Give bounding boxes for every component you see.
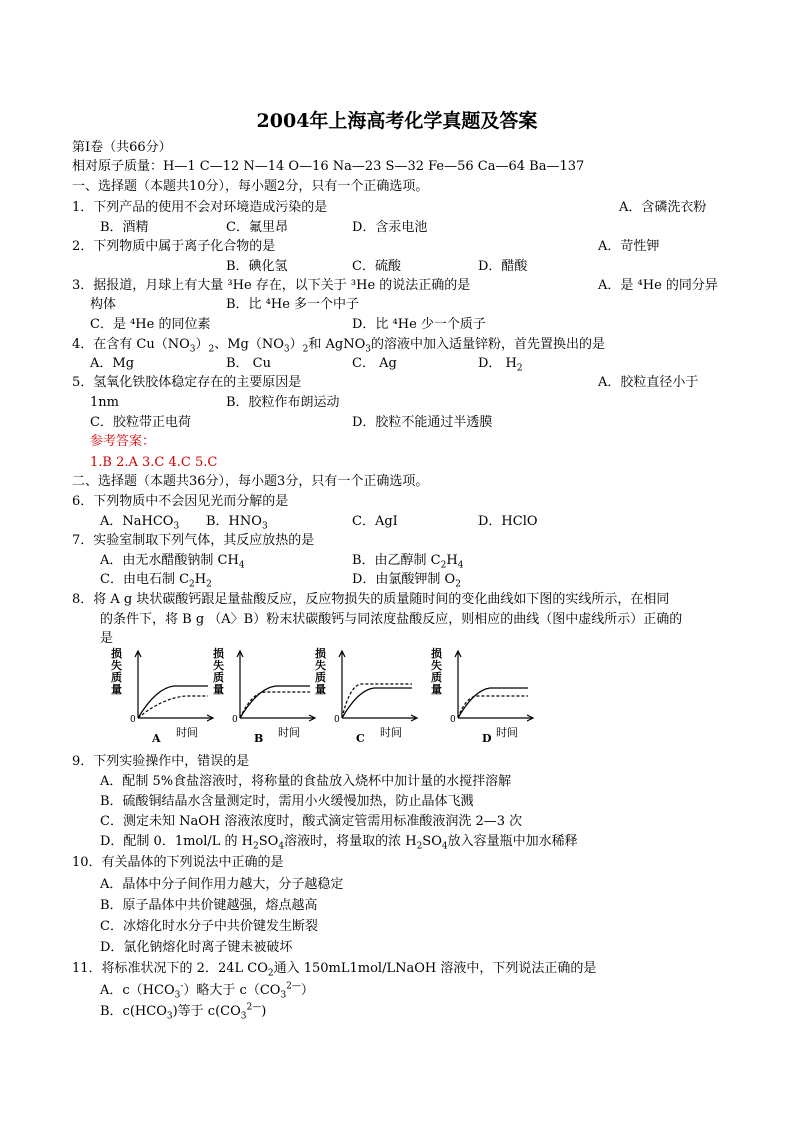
q3-stem: 3．据报道，月球上有大量 ³He 存在，以下关于 ³He 的说法正确的是: [72, 278, 471, 293]
q3-option-a-cont: 构体: [90, 297, 117, 312]
q8-stem-line3: 是: [100, 631, 114, 646]
y-label-char: 损: [431, 647, 442, 660]
graph-label: C: [356, 732, 365, 745]
section-1-heading: 一、选择题（本题共10分），每小题2分，只有一个正确选项。: [72, 179, 429, 194]
q4-stem: 4．在含有 $Cu(NO_3)_2$、$Mg(NO_3)_2$和 AgNO$_3$的溶液中加入适量锌粉，首先置换出的是: [72, 337, 606, 355]
q9-option-d: D．配制 0．1mol/L 的 $H_2SO_4$溶液时，将量取的浓 $H_2SO_4$放入容量瓶中加水稀释: [100, 834, 578, 852]
y-label-char: 失: [111, 659, 122, 672]
graph-a: [108, 648, 218, 744]
solid-curve: [458, 688, 528, 718]
q10-option-b: B．原子晶体中共价键越强，熔点越高: [100, 898, 318, 913]
graph-label: B: [254, 732, 264, 745]
y-label-char: 质: [315, 671, 326, 684]
q9-option-b: B．硫酸铜结晶水含量测定时，需用小火缓慢加热，防止晶体飞溅: [100, 794, 474, 809]
solid-curve: [138, 686, 208, 718]
q9-stem: 9．下列实验操作中，错误的是: [72, 754, 250, 769]
q7-stem: 7．实验室制取下列气体，其反应放热的是: [72, 533, 315, 548]
origin-label: 0: [450, 715, 456, 725]
solid-curve: [240, 686, 310, 718]
q5-option-a-cont: 1nm: [90, 395, 119, 410]
q10-stem: 10．有关晶体的下列说法中正确的是: [72, 855, 284, 870]
y-label-char: 量: [315, 683, 326, 696]
q10-option-a: A．晶体中分子间作用力越大，分子越稳定: [100, 877, 344, 892]
y-label-char: 损: [213, 647, 224, 660]
q7-option-b: B．由乙醇制 $C_2H_4$: [352, 553, 464, 571]
q6-option-b: B．$HNO_3$: [206, 514, 268, 532]
y-label-char: 损: [111, 647, 122, 660]
y-label-char: 质: [431, 671, 442, 684]
q1-option-d: D．含汞电池: [352, 220, 428, 235]
q3-option-d: D．比 ⁴He 少一个质子: [352, 317, 486, 332]
q5-option-c: C．胶粒带正电荷: [90, 415, 191, 430]
q2-stem: 2．下列物质中属于离子化合物的是: [72, 239, 276, 254]
q1-option-b: B．酒精: [100, 220, 149, 235]
x-label: 时间: [278, 726, 300, 739]
origin-label: 0: [232, 715, 238, 725]
q2-option-c: C．硫酸: [352, 259, 401, 274]
y-label-char: 损: [315, 647, 326, 660]
y-label-char: 失: [315, 659, 326, 672]
dashed-curve: [138, 696, 208, 718]
dashed-curve: [342, 684, 412, 718]
q3-option-c: C．是 ⁴He 的同位素: [90, 317, 211, 332]
q11-option-a: A．$c(HCO_3^-)$略大于 $c(CO_3^{2—})$: [100, 981, 314, 1001]
graph-b: [210, 648, 320, 744]
page-title: 2004年上海高考化学真题及答案: [256, 110, 538, 132]
solid-curve: [342, 688, 412, 718]
q4-option-d: D． $H_2$: [478, 356, 523, 374]
q5-option-a: A．胶粒直径小于: [598, 375, 699, 390]
q6-option-c: C．AgI: [352, 514, 398, 529]
q5-option-b: B．胶粒作布朗运动: [226, 395, 340, 410]
q3-option-a: A．是 ⁴He 的同分异: [598, 278, 718, 293]
graph-label: A: [152, 732, 161, 745]
x-label: 时间: [176, 726, 198, 739]
x-label: 时间: [380, 726, 402, 739]
q8-stem-line2: 的条件下，将 B g （A〉B）粉末状碳酸钙与同浓度盐酸反应，则相应的曲线（图中虚线所示）正确的: [100, 612, 683, 627]
q2-option-d: D．醋酸: [478, 259, 528, 274]
q5-stem: 5．氢氧化铁胶体稳定存在的主要原因是: [72, 375, 302, 390]
q2-option-a: A．苛性钾: [598, 239, 660, 254]
q4-option-b: B． Cu: [226, 356, 272, 371]
q4-option-a: A．Mg: [90, 356, 135, 371]
answer-label: 参考答案：: [90, 434, 156, 449]
q3-option-b: B．比 ⁴He 多一个中子: [226, 297, 360, 312]
q7-option-c: C．由电石制 $C_2H_2$: [100, 572, 212, 590]
q1-option-c: C．氟里昂: [226, 220, 288, 235]
answer-key: 1.B 2.A 3.C 4.C 5.C: [90, 455, 218, 470]
q10-option-c: C．冰熔化时水分子中共价键发生断裂: [100, 919, 318, 934]
y-label-char: 质: [111, 671, 122, 684]
q11-option-b: B．$c(HCO_3)$等于 $c(CO_3^{2—})$: [100, 1002, 267, 1022]
section-2-heading: 二、选择题（本题共36分），每小题3分，只有一个正确选项。: [72, 474, 429, 489]
x-label: 时间: [496, 726, 518, 739]
graph-c: [312, 648, 422, 744]
y-label-char: 失: [431, 659, 442, 672]
dashed-curve: [458, 696, 528, 718]
q11-stem: 11．将标准状况下的 2．24L $CO_2$通入 150mL1mol/LNaOH 溶液中，下列说法正确的是: [72, 961, 597, 979]
q9-option-c: C．测定未知 NaOH 溶液浓度时，酸式滴定管需用标准酸液润洗 2—3 次: [100, 814, 523, 829]
graph-d: [428, 648, 538, 744]
y-label-char: 质: [213, 671, 224, 684]
atomic-masses: 相对原子质量：H—1 C—12 N—14 O—16 Na—23 S—32 Fe—56 Ca—64 Ba—137: [72, 159, 585, 174]
graph-label: D: [482, 732, 492, 745]
q7-option-d: D．由氯酸钾制 $O_2$: [352, 572, 461, 590]
q5-option-d: D．胶粒不能通过半透膜: [352, 415, 493, 430]
q9-option-a: A．配制 5%食盐溶液时，将称量的食盐放入烧杯中加计量的水搅拌溶解: [100, 774, 512, 789]
q1-stem: 1．下列产品的使用不会对环境造成污染的是: [72, 200, 328, 215]
q8-stem-line1: 8．将 A g 块状碳酸钙跟足量盐酸反应，反应物损失的质量随时间的变化曲线如下图的实线所示，在相同: [72, 592, 670, 607]
origin-label: 0: [130, 715, 136, 725]
dashed-curve: [240, 692, 310, 718]
q10-option-d: D．氯化钠熔化时离子键未被破坏: [100, 940, 293, 955]
origin-label: 0: [334, 715, 340, 725]
y-label-char: 失: [213, 659, 224, 672]
y-label-char: 量: [213, 683, 224, 696]
q6-option-d: D．HClO: [478, 514, 538, 529]
y-label-char: 量: [111, 683, 122, 696]
q4-option-c: C． Ag: [352, 356, 397, 371]
q2-option-b: B．碘化氢: [226, 259, 288, 274]
q6-option-a: A．NaHCO$_3$: [100, 514, 180, 532]
q6-stem: 6．下列物质中不会因见光而分解的是: [72, 494, 289, 509]
y-label-char: 量: [431, 683, 442, 696]
q1-option-a: A．含磷洗衣粉: [619, 200, 707, 215]
q7-option-a: A．由无水醋酸钠制 $CH_4$: [100, 553, 245, 571]
part-heading: 第Ⅰ卷（共66分）: [72, 140, 172, 155]
